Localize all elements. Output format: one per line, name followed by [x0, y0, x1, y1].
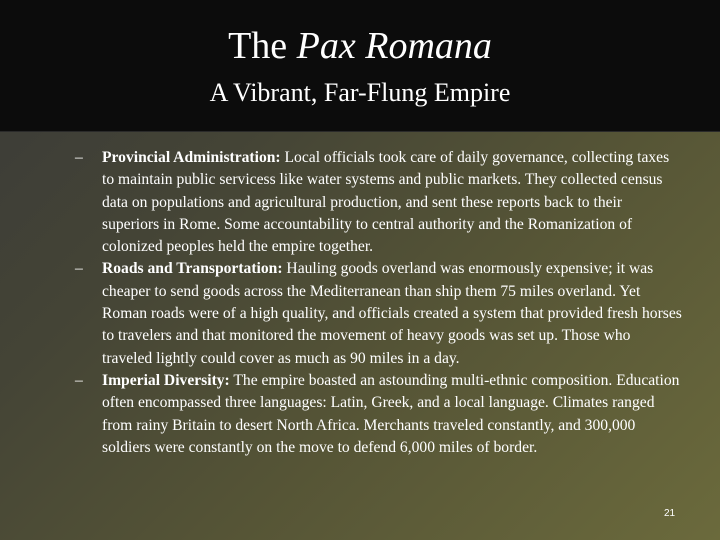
bullet-item-imperial-diversity [0, 370, 682, 459]
bullet-text: Local officials took care of daily governance, collecting taxes to maintain public servicess like water systems and public markets. They collected census data on populations and agricultural production, and sent these reports back to their superiors in Rome. Some accountability to central authority and the Romanization of colonized peoples held the empire together. [102, 149, 670, 256]
bullet-heading: Roads and Transportation: [102, 260, 283, 278]
bullet-heading: Provincial Administration: [102, 149, 281, 166]
page-number: 21 [664, 508, 676, 519]
bullet-list [0, 147, 720, 459]
slide-subtitle: A Vibrant, Far-Flung Empire [209, 78, 511, 107]
bullet-dash: – [75, 260, 83, 278]
title-prefix: The [228, 25, 297, 67]
bullet-text: The empire boasted an astounding multi-ethnic composition. Education often encompassed three languages: Latin, Greek, and a local language. Climates ranged from rainy Britain to desert North Africa. Merchants traveled constantly, and 300,000 soldiers were constantly on the move to defend 6,000 miles of border. [102, 371, 680, 456]
bullet-heading: Imperial Diversity: [102, 371, 230, 389]
bullet-dash: – [75, 149, 83, 166]
bullet-dash: – [75, 371, 83, 389]
slide-title [0, 24, 720, 68]
bullet-text: Hauling goods overland was enormously expensive; it was cheaper to send goods across the Mediterranean than ship them 75 miles overland. Yet Roman roads were of a high quality, and officials created a system that provided fresh horses to travelers and that monitored the movement of heavy goods was set up. Those who traveled lightly could cover as much as 90 miles in a day. [102, 260, 682, 367]
title-italic: Pax Romana [296, 25, 492, 67]
bullet-item-roads-and-transportation [0, 258, 682, 369]
title-banner [0, 0, 720, 132]
bullet-item-provincial-administration [0, 147, 682, 258]
